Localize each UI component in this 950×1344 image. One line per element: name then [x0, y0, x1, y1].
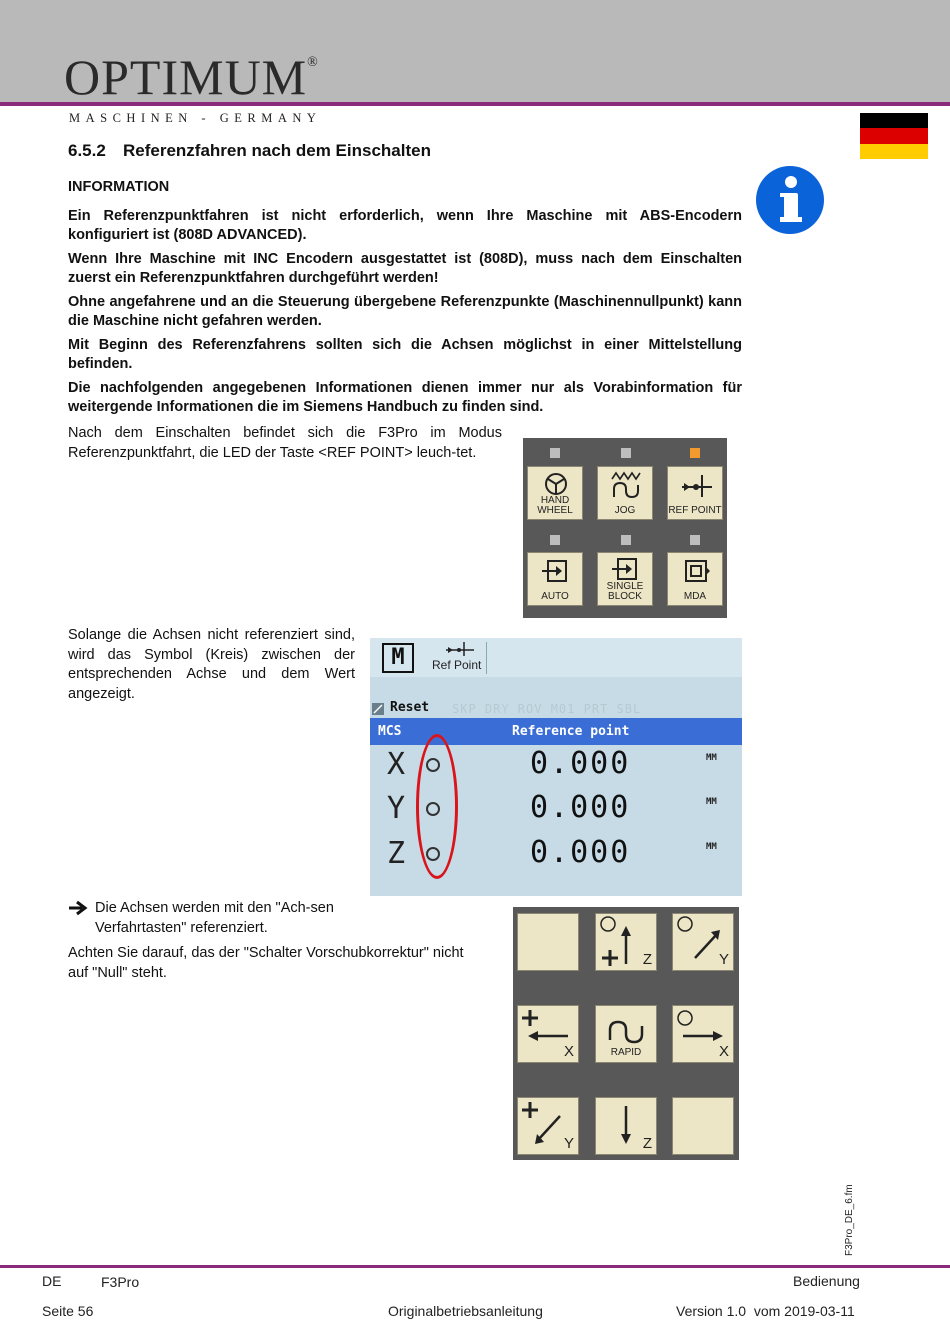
screen-title-bar	[370, 638, 742, 677]
plus-x-key[interactable]	[672, 1005, 734, 1063]
logo-text: OPTIMUM	[64, 49, 308, 105]
jog-label: JOG	[614, 505, 636, 516]
footer-chapter: Bedienung	[793, 1273, 860, 1289]
blank-key	[517, 913, 579, 971]
title-separator	[486, 642, 487, 674]
axis-value: 0.000	[530, 835, 631, 870]
mode-name: Ref Point	[432, 658, 482, 672]
handwheel-icon	[540, 471, 572, 497]
auto-key[interactable]	[527, 552, 583, 606]
auto-label: AUTO	[541, 591, 569, 602]
jog-key[interactable]	[597, 466, 653, 520]
footer-product: F3Pro	[101, 1274, 140, 1290]
axis-name: Y	[387, 791, 406, 826]
body-text-ref-mode: Nach dem Einschalten befindet sich die F3Pro im Modus Referenzpunktfahrt, die LED der Taste <REF POINT> leuch-tet.	[68, 425, 502, 461]
information-label: INFORMATION	[68, 179, 170, 195]
axis-value: 0.000	[530, 746, 631, 781]
footer-page-number: Seite 56	[42, 1303, 94, 1319]
minus-z-key[interactable]	[595, 1097, 657, 1155]
info-paragraph: Wenn Ihre Maschine mit INC Encodern ausgestattet ist (808D), muss nach dem Einschalten zuerst ein Referenzpunktfahren durchgeführt werden!	[68, 251, 742, 286]
position-header-bar	[370, 718, 742, 745]
single-block-icon	[610, 557, 642, 583]
body-text-circle-symbol: Solange die Achsen nicht referenziert sind, wird das Symbol (Kreis) zwischen der entsprechenden Achse und dem Wert angezeigt.	[68, 627, 355, 702]
led-handwheel	[550, 448, 560, 458]
coord-system: MCS	[378, 724, 402, 739]
plus-z-key[interactable]	[595, 913, 657, 971]
axis-label: Z	[642, 1135, 652, 1152]
arrow-right-icon	[68, 900, 88, 916]
footer-version: Version 1.0 vom 2019-03-11	[676, 1303, 855, 1319]
axis-label: X	[563, 1043, 574, 1060]
german-flag-icon	[860, 113, 928, 159]
mda-label: MDA	[683, 591, 707, 602]
axis-unit: MM	[706, 753, 717, 763]
info-paragraph: Ohne angefahrene und an die Steuerung übergebene Referenzpunkte (Maschinennullpunkt) kann die Maschine nicht gefahren werden.	[68, 294, 742, 329]
led-ref-point	[690, 448, 700, 458]
led-jog	[621, 448, 631, 458]
ref-point-label: REF POINT	[668, 505, 722, 516]
rapid-label: RAPID	[610, 1047, 642, 1058]
rapid-key[interactable]	[595, 1005, 657, 1063]
led-mda	[690, 535, 700, 545]
axis-name: X	[387, 747, 406, 782]
brand-subtitle: MASCHINEN - GERMANY	[69, 111, 322, 125]
handwheel-key[interactable]	[527, 466, 583, 520]
mda-key[interactable]	[667, 552, 723, 606]
footer-divider	[0, 1265, 950, 1268]
footer-language: DE	[42, 1273, 62, 1289]
info-paragraph: Mit Beginn des Referenzfahrens sollten sich die Achsen möglichst in einer Mittelstellung befinden.	[68, 337, 742, 372]
axis-label: Z	[642, 951, 652, 968]
ref-point-icon	[680, 471, 714, 499]
axis-unit: MM	[706, 797, 717, 807]
source-file-name: F3Pro_DE_6.fm	[844, 1184, 855, 1256]
handwheel-label-1: HAND	[540, 495, 570, 506]
info-paragraph: Ein Referenzpunktfahren ist nicht erforderlich, wenn Ihre Maschine mit ABS-Encodern konfiguriert ist (808D ADVANCED).	[68, 208, 742, 243]
reset-status: Reset	[390, 700, 430, 715]
handwheel-label-2: WHEEL	[537, 505, 573, 516]
single-block-key[interactable]	[597, 552, 653, 606]
blank-key	[672, 1097, 734, 1155]
brand-logo	[64, 49, 319, 105]
highlight-oval	[416, 734, 458, 879]
minus-x-key[interactable]	[517, 1005, 579, 1063]
body-text-feed-override: Achten Sie darauf, das der "Schalter Vorschubkorrektur" nicht auf "Null" steht.	[68, 945, 464, 981]
footer-document: Originalbetriebsanleitung	[388, 1303, 543, 1319]
section-title: Referenzfahren nach dem Einschalten	[123, 141, 431, 160]
auto-icon	[540, 557, 572, 585]
logo-trademark: ®	[307, 55, 319, 70]
reset-flag-icon	[372, 703, 384, 715]
single-block-label-2: BLOCK	[608, 591, 642, 602]
axis-label: Y	[718, 951, 729, 968]
program-status-flags: SKP DRY ROV M01 PRT SBL	[452, 702, 642, 716]
mda-icon	[680, 557, 712, 585]
section-heading	[68, 141, 431, 161]
position-header: Reference point	[512, 724, 630, 739]
axis-jog-panel	[513, 907, 739, 1160]
info-icon	[756, 166, 824, 234]
ref-point-small-icon	[446, 641, 476, 657]
section-number: 6.5.2	[68, 141, 106, 160]
mode-key-panel	[523, 438, 727, 618]
axis-value: 0.000	[530, 790, 631, 825]
mode-indicator: M	[382, 643, 414, 673]
led-single-block	[621, 535, 631, 545]
single-block-label-1: SINGLE	[606, 581, 644, 592]
body-text-axis-keys: Die Achsen werden mit den "Ach-sen Verfahrtasten" referenziert.	[95, 900, 334, 936]
jog-icon	[610, 471, 642, 501]
axis-label: X	[718, 1043, 729, 1060]
led-auto	[550, 535, 560, 545]
info-paragraph: Die nachfolgenden angegebenen Informationen dienen immer nur als Vorabinformation für weitergende Informationen die im Siemens Handbuch zu finden sind.	[68, 380, 742, 415]
axis-unit: MM	[706, 842, 717, 852]
plus-y-key[interactable]	[672, 913, 734, 971]
axis-label: Y	[563, 1135, 574, 1152]
axis-name: Z	[387, 836, 406, 871]
minus-y-key[interactable]	[517, 1097, 579, 1155]
ref-point-key[interactable]	[667, 466, 723, 520]
